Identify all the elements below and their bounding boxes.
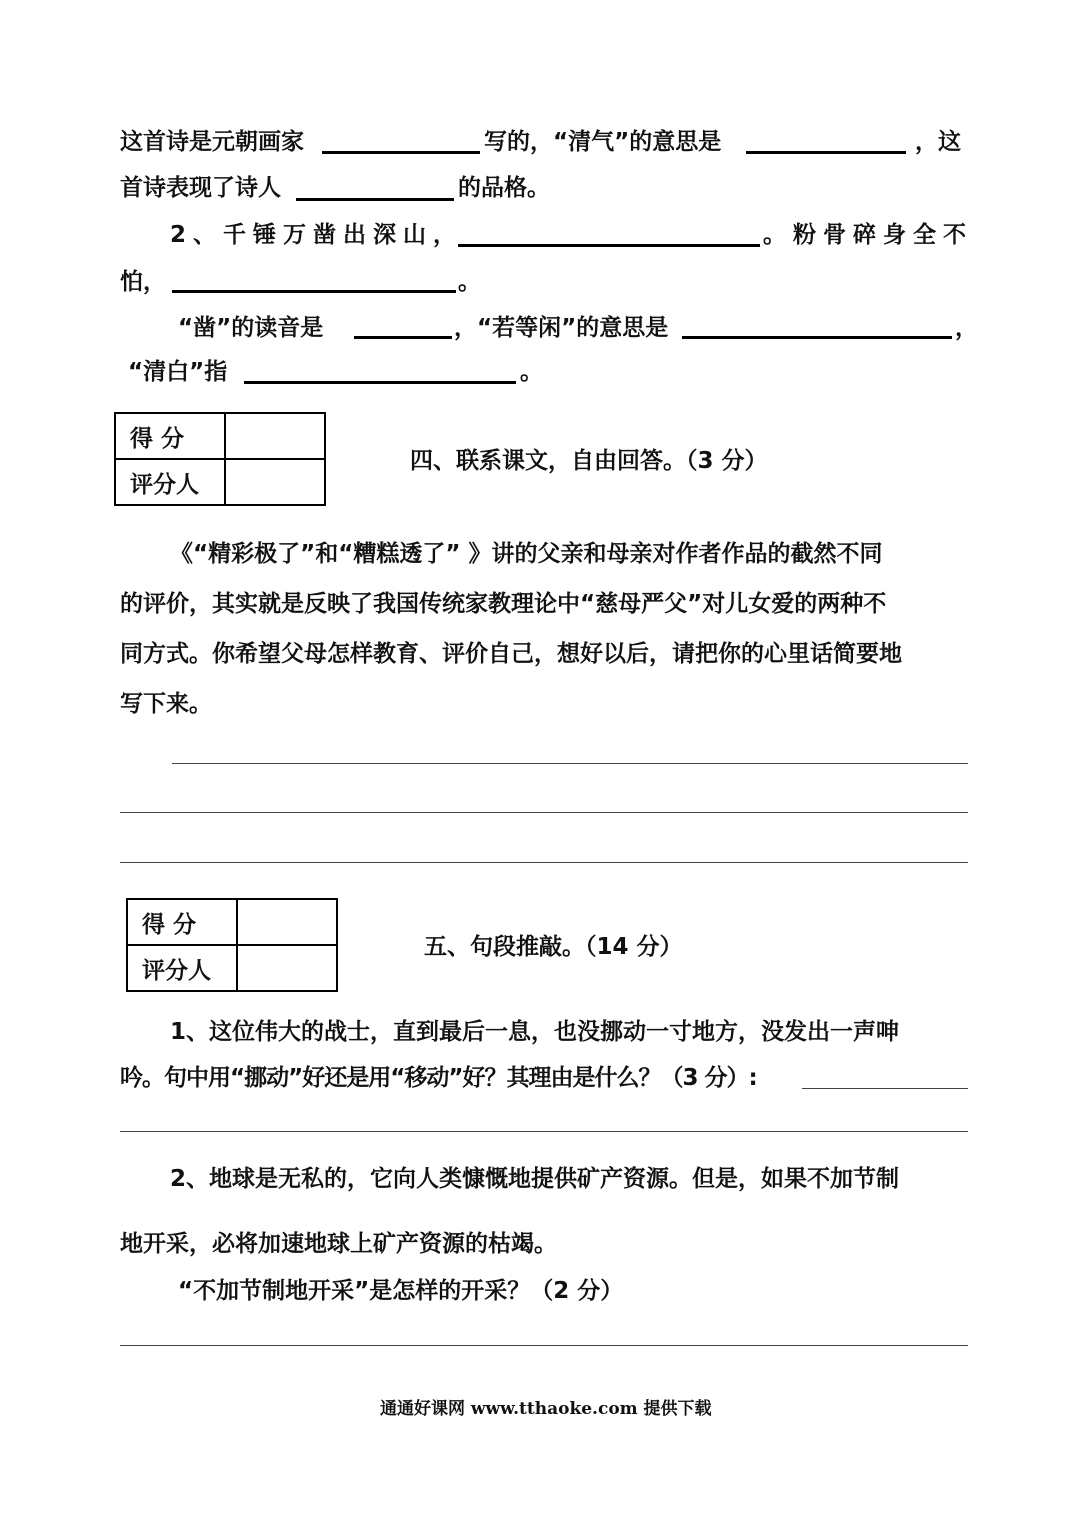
- section-4-para-line-1: 《“精彩极了”和“糟糕透了” 》讲的父亲和母亲对作者作品的截然不同: [170, 541, 883, 567]
- poem1-text-4: 首诗表现了诗人: [120, 175, 281, 201]
- poem2-text-7: ，: [955, 315, 978, 341]
- poem2-text-9: 。: [520, 359, 543, 385]
- poem1-text-1: 这首诗是元朝画家: [120, 129, 304, 155]
- section-4-title: 四、联系课文，自由回答。（3 分）: [410, 448, 768, 474]
- qingbai-meaning-blank[interactable]: [244, 381, 516, 384]
- question-2-line-2: 地开采，必将加速地球上矿产资源的枯竭。: [120, 1231, 557, 1257]
- question-1-line-1: 1、这位伟大的战士，直到最后一息，也没挪动一寸地方，没发出一声呻: [170, 1019, 900, 1045]
- grader-label: 评分人: [127, 945, 237, 991]
- grader-value-cell[interactable]: [237, 945, 337, 991]
- question-1-line-2: 吟。句中用“挪动”好还是用“移动”好？其理由是什么？（3 分）:: [120, 1065, 757, 1091]
- section-4-para-line-4: 写下来。: [120, 691, 212, 717]
- section-5-title: 五、句段推敲。（14 分）: [424, 934, 683, 960]
- painter-blank[interactable]: [322, 151, 480, 154]
- score-value-cell[interactable]: [225, 413, 325, 459]
- score-value-cell[interactable]: [237, 899, 337, 945]
- answer-line[interactable]: [120, 1345, 968, 1346]
- poem2-text-1: 2、千锤万凿出深山，: [170, 222, 464, 248]
- poem2-line2-blank[interactable]: [458, 244, 760, 247]
- poem1-text-5: 的品格。: [458, 175, 550, 201]
- question-2-prompt: “不加节制地开采”是怎样的开采？（2 分）: [178, 1278, 624, 1304]
- pronunciation-blank[interactable]: [354, 336, 452, 339]
- poem2-text-3: 怕，: [120, 269, 166, 295]
- poem2-text-5: “凿”的读音是: [178, 315, 324, 341]
- answer-line[interactable]: [120, 812, 968, 813]
- grader-value-cell[interactable]: [225, 459, 325, 505]
- answer-line[interactable]: [120, 862, 968, 863]
- poem2-text-8: “清白”指: [128, 359, 228, 385]
- footer-credit: 通通好课网 www.tthaoke.com 提供下载: [380, 1399, 712, 1419]
- answer-line[interactable]: [802, 1088, 968, 1089]
- answer-line[interactable]: [172, 763, 968, 764]
- section-4-para-line-3: 同方式。你希望父母怎样教育、评价自己，想好以后，请把你的心里话简要地: [120, 641, 902, 667]
- qingqi-meaning-blank[interactable]: [746, 151, 906, 154]
- poem2-text-4: 。: [458, 269, 481, 295]
- poet-character-blank[interactable]: [296, 198, 454, 201]
- section-4-para-line-2: 的评价，其实就是反映了我国传统家教理论中“慈母严父”对儿女爱的两种不: [120, 591, 887, 617]
- score-label: 得 分: [115, 413, 225, 459]
- answer-line[interactable]: [120, 1131, 968, 1132]
- poem2-text-6: ，“若等闲”的意思是: [454, 315, 669, 341]
- poem2-text-2: 。粉骨碎身全不: [763, 222, 973, 248]
- poem1-text-2: 写的，“清气”的意思是: [484, 129, 722, 155]
- score-label: 得 分: [127, 899, 237, 945]
- ruodengxian-meaning-blank[interactable]: [682, 336, 952, 339]
- grader-label: 评分人: [115, 459, 225, 505]
- score-box-section-4: [114, 412, 326, 506]
- poem2-line4-blank[interactable]: [172, 290, 456, 293]
- score-box-section-5: [126, 898, 338, 992]
- question-2-line-1: 2、地球是无私的，它向人类慷慨地提供矿产资源。但是，如果不加节制: [170, 1166, 900, 1192]
- poem1-text-3: ，这: [915, 129, 961, 155]
